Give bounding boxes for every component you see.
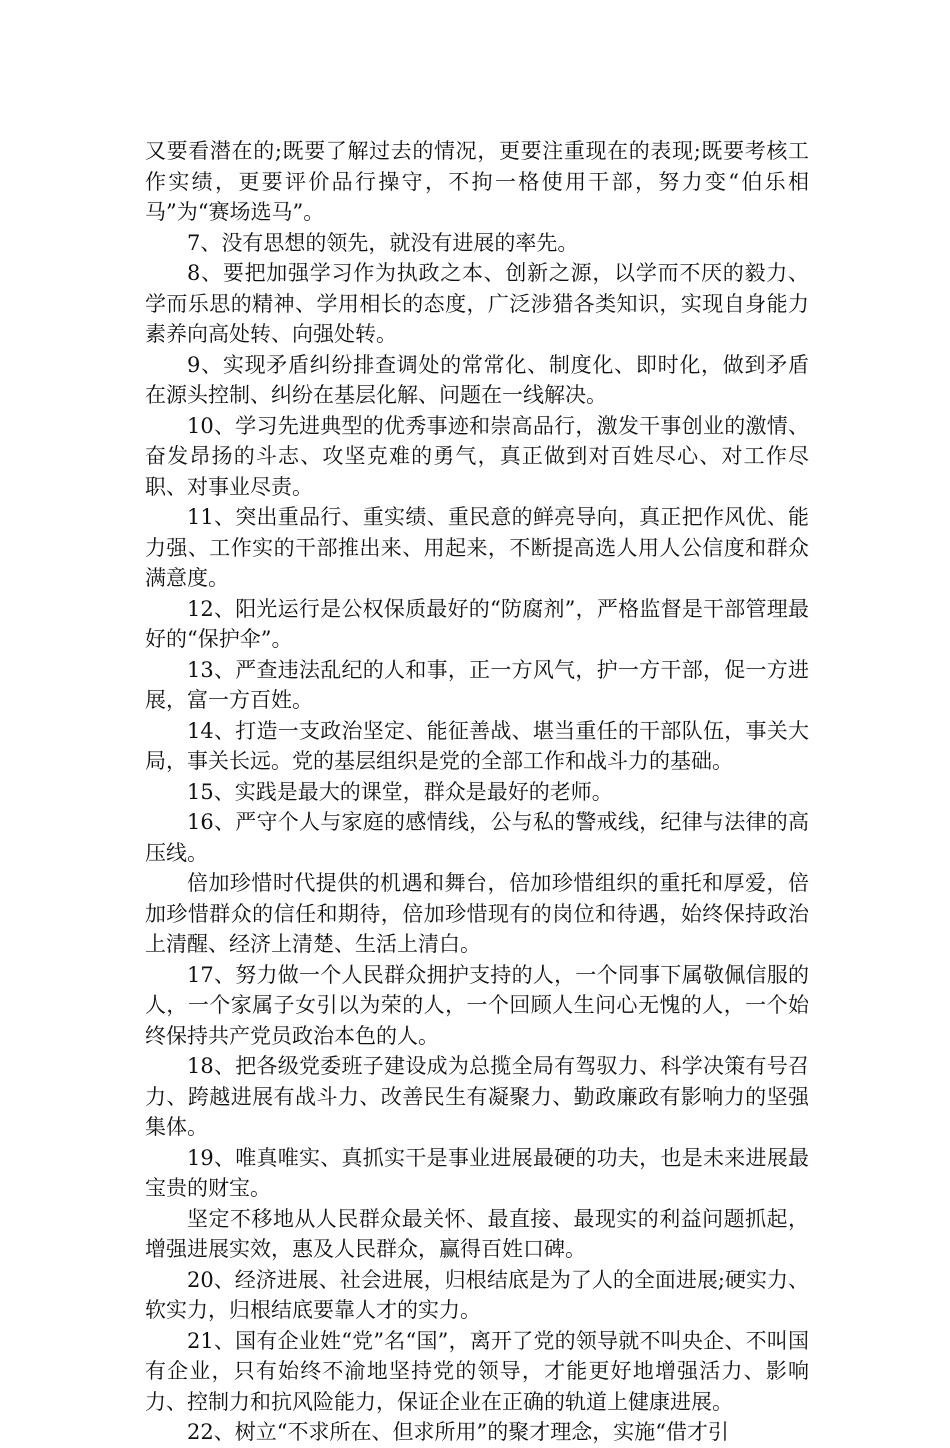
paragraph: 14、打造一支政治坚定、能征善战、堪当重任的干部队伍，事关大局，事关长远。党的基层组织是党的全部工作和战斗力的基础。	[145, 718, 809, 773]
document-body	[145, 136, 809, 1448]
paragraph: 20、经济进展、社会进展，归根结底是为了人的全面进展;硬实力、软实力，归根结底要靠人才的实力。	[145, 1267, 809, 1322]
paragraph: 倍加珍惜时代提供的机遇和舞台，倍加珍惜组织的重托和厚爱，倍加珍惜群众的信任和期待，倍加珍惜现有的岗位和待遇，始终保持政治上清醒、经济上清楚、生活上清白。	[145, 871, 809, 956]
paragraph: 16、严守个人与家庭的感情线，公与私的警戒线，纪律与法律的高压线。	[145, 810, 809, 865]
paragraph: 9、实现矛盾纠纷排查调处的常常化、制度化、即时化，做到矛盾在源头控制、纠纷在基层化解、问题在一线解决。	[145, 352, 809, 407]
paragraph: 22、树立“不求所在、但求所用”的聚才理念，实施“借才引	[187, 1420, 729, 1444]
paragraph: 坚定不移地从人民群众最关怀、最直接、最现实的利益问题抓起，增强进展实效，惠及人民群众，赢得百姓口碑。	[145, 1206, 809, 1261]
paragraph: 12、阳光运行是公权保质最好的“防腐剂”，严格监督是干部管理最好的“保护伞”。	[145, 596, 809, 651]
paragraph: 19、唯真唯实、真抓实干是事业进展最硬的功夫，也是未来进展最宝贵的财宝。	[145, 1145, 809, 1200]
paragraph: 15、实践是最大的课堂，群众是最好的老师。	[187, 779, 613, 804]
paragraph: 17、努力做一个人民群众拥护支持的人，一个同事下属敬佩信服的人，一个家属子女引以为荣的人，一个回顾人生问心无愧的人，一个始终保持共产党员政治本色的人。	[145, 962, 809, 1048]
paragraph: 21、国有企业姓“党”名“国”，离开了党的领导就不叫央企、不叫国有企业，只有始终不渝地坚持党的领导，才能更好地增强活力、影响力、控制力和抗风险能力，保证企业在正确的轨道上健康进展。	[145, 1328, 809, 1414]
paragraph: 8、要把加强学习作为执政之本、创新之源，以学而不厌的毅力、学而乐思的精神、学用相长的态度，广泛涉猎各类知识，实现自身能力素养向高处转、向强处转。	[145, 261, 809, 346]
paragraph: 又要看潜在的;既要了解过去的情况，更要注重现在的表现;既要考核工作实绩，更要评价品行操守，不拘一格使用干部，努力变“伯乐相马”为“赛场选马”。	[145, 139, 809, 224]
paragraph: 7、没有思想的领先，就没有进展的率先。	[187, 230, 579, 255]
paragraph: 13、严查违法乱纪的人和事，正一方风气，护一方干部，促一方进展，富一方百姓。	[145, 657, 809, 712]
paragraph: 18、把各级党委班子建设成为总揽全局有驾驭力、科学决策有号召力、跨越进展有战斗力、改善民生有凝聚力、勤政廉政有影响力的坚强集体。	[145, 1054, 809, 1139]
paragraph: 10、学习先进典型的优秀事迹和崇高品行，激发干事创业的激情、奋发昂扬的斗志、攻坚克难的勇气，真正做到对百姓尽心、对工作尽职、对事业尽责。	[145, 413, 809, 499]
paragraph: 11、突出重品行、重实绩、重民意的鲜亮导向，真正把作风优、能力强、工作实的干部推出来、用起来，不断提高选人用人公信度和群众满意度。	[145, 505, 809, 590]
